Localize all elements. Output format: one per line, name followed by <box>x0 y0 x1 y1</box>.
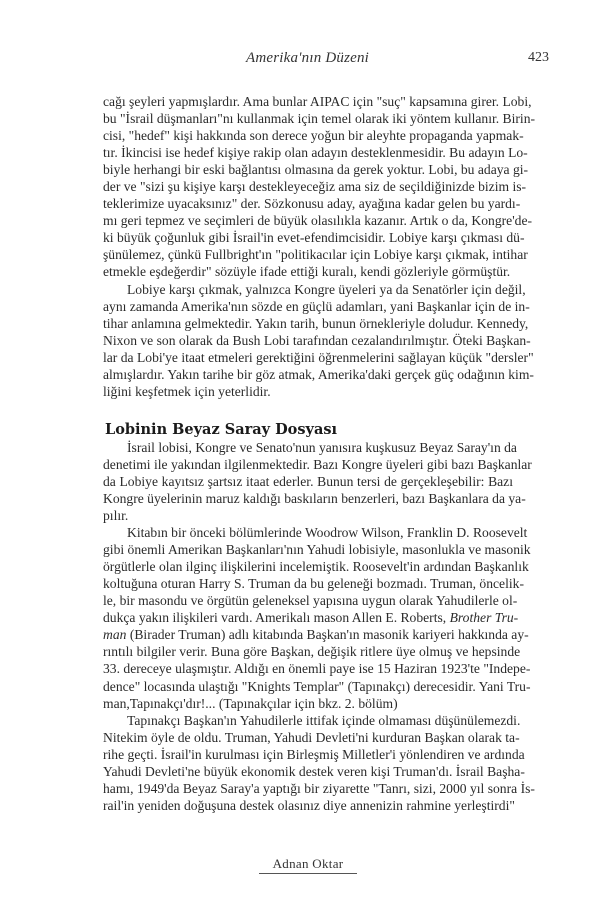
italic-title: Brother Tru- <box>449 610 519 626</box>
text-line: hamı, 1949'da Beyaz Saray'a yaptığı bir ziyarette "Tanrı, sizi, 2000 yıl sonra İs- <box>103 780 535 796</box>
text-line: rihe geçti. İsrail'in kurulması için Birleşmiş Milletler'i yönlendiren ve ardında <box>103 746 525 762</box>
paragraph <box>103 281 534 400</box>
text-line: pılır. <box>103 508 129 524</box>
text-line: almışlardır. Yakın tarihe bir göz atmak, Amerika'daki gerçek güç odağının kim- <box>103 366 534 382</box>
text-line: örgütlerle olan ilginç ilişkilerini incelemiştik. Roosevelt'in ardından Başkanlık <box>103 559 529 575</box>
running-header <box>0 50 616 70</box>
text-line: liğini keşfetmek için yeterlidir. <box>103 383 271 399</box>
text-line: Lobiye karşı çıkmak, yalnızca Kongre üyeleri ya da Senatörler için değil, <box>127 281 526 297</box>
text-line: tır. İkincisi ise hedef kişiye rakip olan adayın desteklenmesidir. Bu adayın Lo- <box>103 145 528 161</box>
text-line: aynı zamanda Amerika'nın sözde en güçlü adamları, yani Başkanlar için de in- <box>103 298 530 314</box>
text-line: koltuğuna oturan Harry S. Truman da bu geleneği bozmadı. Truman, öncelik- <box>103 576 524 592</box>
text-line: rıntılı bilgiler verir. Buna göre Başkan, değişik ritlere üye olmuş ve hepsinde <box>103 644 521 660</box>
text-line: dence" locasında ulaştığı "Knights Templar" (Tapınakçı) derecesidir. Yani Tru- <box>103 678 531 694</box>
text-line: cağı şeyleri yapmışlardır. Ama bunlar AIPAC için "suç" kapsamına girer. Lobi, <box>103 94 532 109</box>
text-line: Tapınakçı Başkan'ın Yahudilerle ittifak içinde olmaması düşünülemezdi. <box>127 712 521 728</box>
text-line: le, bir masondu ve örgütün geleneksel yapısına uygun olarak Yahudilerle ol- <box>103 593 518 609</box>
section-heading: Lobinin Beyaz Saray Dosyası <box>105 420 338 438</box>
text-line: tihar anlamına gelmektedir. Yakın tarih, bunun örnekleriyle doludur. Kennedy, <box>103 315 529 331</box>
text-line: Nixon ve son olarak da Bush Lobi tarafından cezalandırılmıştır. Öteki Başkan- <box>103 332 531 348</box>
text-line: man (Birader Truman) adlı kitabında Başkan'ın masonik kariyeri hakkında ay- <box>103 627 529 643</box>
page-footer <box>0 855 616 874</box>
text-line: lar da Lobi'ye itaat etmeleri gerektiğini öğrenmelerini sağlayan küçük "dersler" <box>103 349 534 365</box>
text-line: biyle herhangi bir eski bağlantısı olmasına da gerek yoktur. Lobi, bu adaya gi- <box>103 162 529 178</box>
text-line: İsrail lobisi, Kongre ve Senato'nun yanısıra kuşkusuz Beyaz Saray'ın da <box>127 439 517 455</box>
text-line: rail'in yeniden doğuşuna destek olasınız diye annenizin rahmine yerleştirdi" <box>103 797 515 813</box>
text-line: Nitekim öyle de oldu. Truman, Yahudi Devleti'ni kurduran Başkan olarak ta- <box>103 729 520 745</box>
page-number: 423 <box>528 50 549 65</box>
body-text <box>103 93 536 814</box>
text-line: 33. dereceye ulaşmıştır. Aldığı en önemli paye ise 15 Haziran 1923'te "Indepe- <box>103 661 531 677</box>
paragraph <box>103 524 531 712</box>
text-line: Kongre üyelerinin maruz kaldığı baskıların benzerleri, bazı Başkanlara da ya- <box>103 490 526 506</box>
text-line: dukça yakın ilişkileri vardı. Amerikalı mason Allen E. Roberts, Brother Tru- <box>103 610 519 626</box>
footer-author: Adnan Oktar <box>259 856 358 874</box>
text-line: man,Tapınakçı'dır!... (Tapınakçılar için bkz. 2. bölüm) <box>103 695 398 711</box>
text-line: cisi, "hedef" kişi hakkında son derece yoğun bir aleyhte propaganda yapmak- <box>103 128 524 144</box>
section-paragraphs <box>103 439 535 814</box>
text-line: da Lobiye kayıtsız şartsız itaat ederler. Bunun tersi de gerçekleşebilir: Bazı <box>103 473 513 489</box>
text-line: bu "İsrail düşmanları"nı kullanmak için temel olarak iki yöntem kullanır. Birin- <box>103 111 536 127</box>
text-line: teklerimize uyacaksınız" der. Sözkonusu aday, ayağına kadar gelen bu yardı- <box>103 196 521 212</box>
text-line: şünülemez, çünkü Fullbright'ın "politikacılar için Lobiye karşı çıkmak, intihar <box>103 247 528 263</box>
italic-title: man <box>103 627 127 643</box>
text-line: mı geri tepmez ve seçimleri de büyük olasılıkla kazanır. Artık o da, Kongre'de- <box>103 213 533 229</box>
text-line: etmekle eşdeğerdir" sözüyle ifade ettiği kuralı, kendi gözleriyle görmüştür. <box>103 264 511 280</box>
intro-paragraphs <box>103 93 536 400</box>
paragraph <box>103 439 532 524</box>
text-line: Kitabın bir önceki bölümlerinde Woodrow Wilson, Franklin D. Roosevelt <box>127 525 528 541</box>
text-line: denetimi ile yakından ilgilenmektedir. Bazı Kongre üyeleri gibi bazı Başkanlar <box>103 456 532 472</box>
running-title: Amerika'nın Düzeni <box>246 50 370 66</box>
text-line: gibi önemli Amerikan Başkanları'nın Yahudi lobisiyle, masonlukla ve masonik <box>103 542 531 558</box>
text-line: Yahudi Devleti'ne büyük ekonomik destek veren kişi Truman'dı. İsrail Başha- <box>103 763 525 779</box>
text-line: ki büyük çoğunluk gibi İsrail'in evet-efendimcisidir. Lobiye karşı çıkması dü- <box>103 230 525 246</box>
paragraph <box>103 712 535 814</box>
text-line: der ve "sizi şu kişiye karşı destekleyeceğiz ama siz de seçildiğinizde bizim is- <box>103 179 527 195</box>
paragraph <box>103 93 536 281</box>
